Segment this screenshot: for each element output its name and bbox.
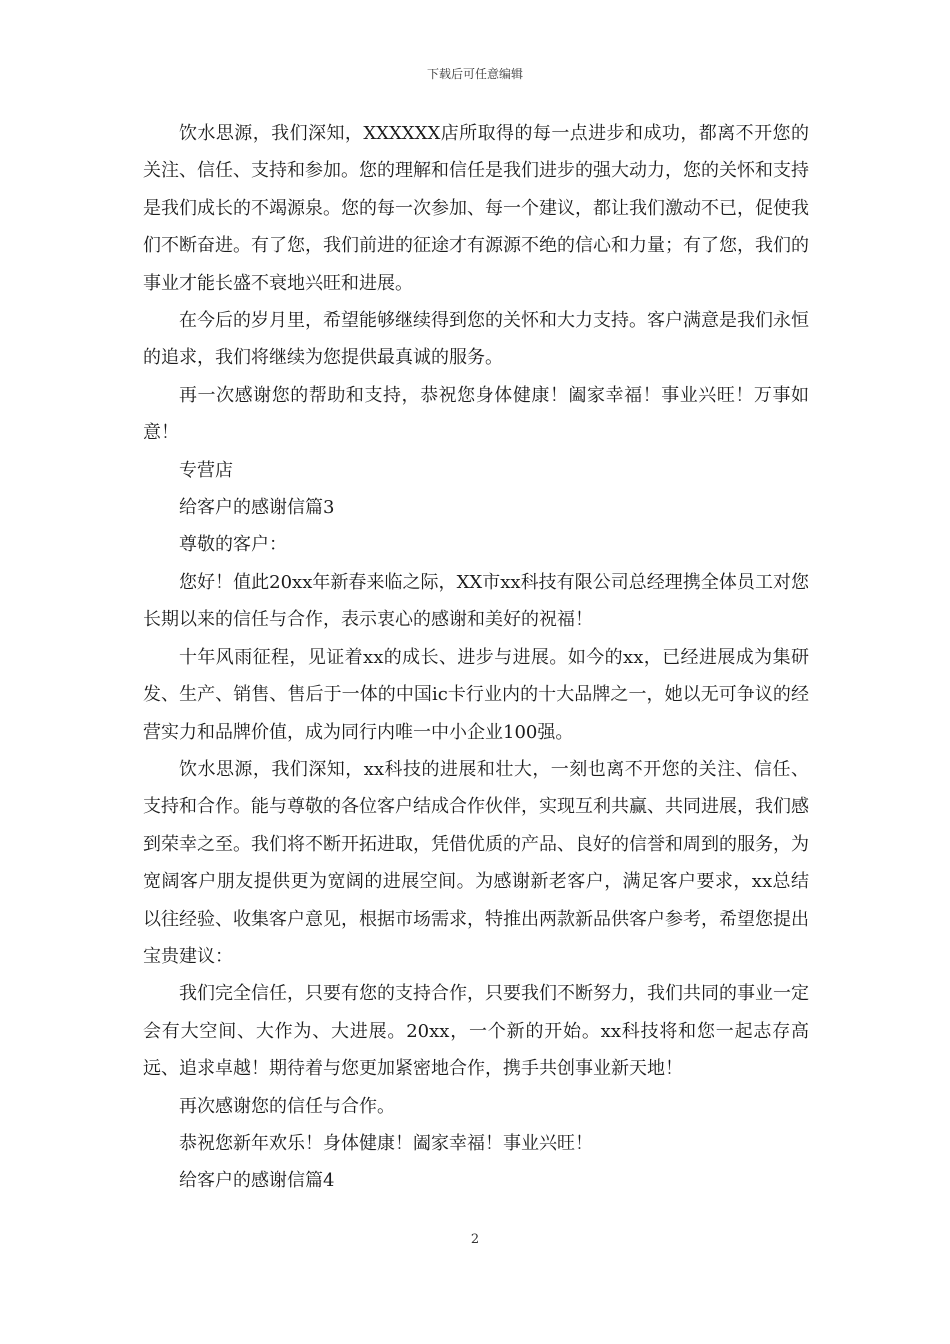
paragraph: 再一次感谢您的帮助和支持，恭祝您身体健康！阖家幸福！事业兴旺！万事如意！ bbox=[143, 384, 809, 444]
paragraph: 您好！值此20xx年新春来临之际，XX市xx科技有限公司总经理携全体员工对您长期以来的信任与合作，表示衷心的感谢和美好的祝福！ bbox=[143, 571, 809, 631]
page-number: 2 bbox=[470, 1232, 480, 1247]
paragraph: 在今后的岁月里，希望能够继续得到您的关怀和大力支持。客户满意是我们永恒的追求，我们将继续为您提供最真诚的服务。 bbox=[143, 310, 809, 369]
signature-line: 专营店 bbox=[179, 459, 233, 481]
section-title: 给客户的感谢信篇4 bbox=[179, 1170, 335, 1192]
document-body bbox=[143, 115, 809, 1200]
paragraph: 我们完全信任，只要有您的支持合作，只要我们不断努力，我们共同的事业一定会有大空间、大作为、大进展。20xx，一个新的开始。xx科技将和您一起志存高远、追求卓越！期待着与您更加紧密地合作，携手共创事业新天地！ bbox=[143, 983, 809, 1080]
paragraph: 再次感谢您的信任与合作。 bbox=[179, 1095, 395, 1117]
paragraph: 十年风雨征程，见证着xx的成长、进步与进展。如今的xx，已经进展成为集研发、生产、销售、售后于一体的中国ic卡行业内的十大品牌之一，她以无可争议的经营实力和品牌价值，成为同行内唯一中小企业100强。 bbox=[143, 646, 809, 743]
salutation: 尊敬的客户： bbox=[179, 534, 287, 556]
paragraph: 恭祝您新年欢乐！身体健康！阖家幸福！事业兴旺！ bbox=[179, 1132, 593, 1154]
section-title: 给客户的感谢信篇3 bbox=[179, 497, 335, 519]
paragraph: 饮水思源，我们深知，xx科技的进展和壮大，一刻也离不开您的关注、信任、支持和合作。能与尊敬的各位客户结成合作伙伴，实现互利共赢、共同进展，我们感到荣幸之至。我们将不断开拓进取，凭借优质的产品、良好的信誉和周到的服务，为宽阔客户朋友提供更为宽阔的进展空间。为感谢新老客户，满足客户要求，xx总结以往经验、收集客户意见，根据市场需求，特推出两款新品供客户参考，希望您提出宝贵建议： bbox=[143, 758, 809, 967]
paragraph: 饮水思源，我们深知，XXXXXX店所取得的每一点进步和成功，都离不开您的关注、信任、支持和参加。您的理解和信任是我们进步的强大动力，您的关怀和支持是我们成长的不竭源泉。您的每一次参加、每一个建议，都让我们激动不已，促使我们不断奋进。有了您，我们前进的征途才有源源不绝的信心和力量；有了您，我们的事业才能长盛不衰地兴旺和进展。 bbox=[143, 123, 809, 294]
page-header: 下载后可任意编辑 bbox=[426, 67, 523, 81]
